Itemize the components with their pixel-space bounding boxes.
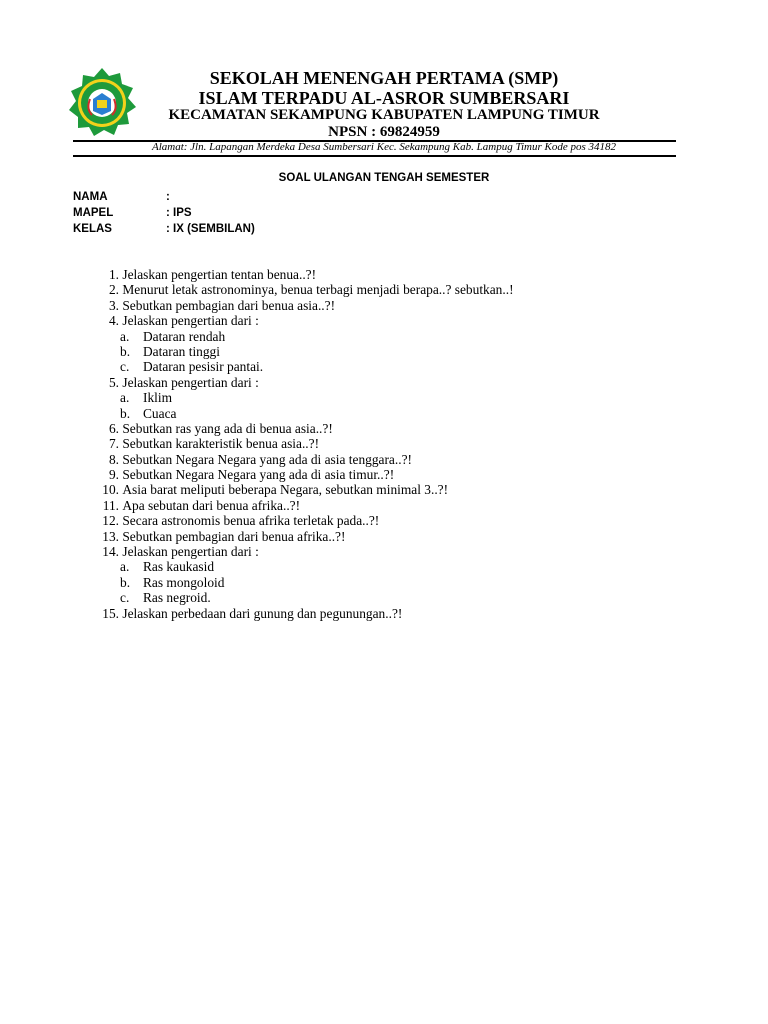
field-row-kelas <box>73 221 255 237</box>
question-item <box>90 467 514 482</box>
question-number: 7. <box>108 436 119 452</box>
question-item <box>90 267 514 282</box>
sub-question-item <box>90 329 514 344</box>
sub-question-item <box>90 559 514 574</box>
question-item <box>90 606 514 621</box>
question-text: Menurut letak astronominya, benua terbagi menjadi berapa..? sebutkan..! <box>122 282 514 298</box>
sub-question-letter: a. <box>120 390 130 406</box>
question-text: Sebutkan pembagian dari benua asia..?! <box>122 297 336 313</box>
sub-question-text: Dataran tinggi <box>143 343 220 359</box>
field-label: NAMA <box>73 191 108 203</box>
question-number: 8. <box>108 451 119 467</box>
question-item <box>90 298 514 313</box>
sub-question-letter: b. <box>120 574 131 590</box>
question-number: 13. <box>102 528 119 544</box>
question-number: 12. <box>102 513 119 529</box>
sub-question-item <box>90 406 514 421</box>
question-text: Jelaskan perbedaan dari gunung dan pegunungan..?! <box>122 605 403 621</box>
question-text: Apa sebutan dari benua afrika..?! <box>122 497 301 513</box>
field-row-mapel <box>73 205 255 221</box>
school-name-heading: ISLAM TERPADU AL-ASROR SUMBERSARI <box>198 88 570 108</box>
question-text: Sebutkan pembagian dari benua afrika..?! <box>122 528 346 544</box>
sub-question-text: Cuaca <box>143 405 177 421</box>
sub-question-item <box>90 390 514 405</box>
question-number: 15. <box>102 605 119 621</box>
sub-question-item <box>90 359 514 374</box>
question-item <box>90 436 514 451</box>
sub-question-letter: b. <box>120 405 131 421</box>
district-heading: KECAMATAN SEKAMPUNG KABUPATEN LAMPUNG TIMUR <box>168 107 600 123</box>
question-item <box>90 544 514 559</box>
question-text: Sebutkan karakteristik benua asia..?! <box>122 436 320 452</box>
question-number: 5. <box>108 374 119 390</box>
sub-question-item <box>90 590 514 605</box>
sub-question-item <box>90 344 514 359</box>
question-item <box>90 482 514 497</box>
question-number: 4. <box>108 313 119 329</box>
sub-question-text: Dataran rendah <box>143 328 226 344</box>
sub-question-text: Dataran pesisir pantai. <box>143 359 264 375</box>
question-text: Jelaskan pengertian dari : <box>122 313 259 329</box>
question-number: 11. <box>102 497 119 513</box>
field-label: KELAS <box>73 223 112 235</box>
field-row-nama <box>73 189 255 205</box>
question-text: Jelaskan pengertian tentan benua..?! <box>122 267 317 282</box>
question-text: Jelaskan pengertian dari : <box>122 374 259 390</box>
field-value: : IPS <box>166 207 192 219</box>
question-item <box>90 313 514 328</box>
question-item <box>90 513 514 528</box>
question-number: 9. <box>108 467 119 483</box>
sub-question-text: Ras negroid. <box>143 590 211 606</box>
question-text: Sebutkan Negara Negara yang ada di asia tenggara..?! <box>122 451 412 467</box>
question-item <box>90 421 514 436</box>
question-text: Jelaskan pengertian dari : <box>122 544 259 560</box>
letterhead-divider-bottom <box>73 155 676 157</box>
sub-question-text: Ras mongoloid <box>143 574 225 590</box>
field-value: : <box>166 191 170 203</box>
question-text: Sebutkan Negara Negara yang ada di asia timur..?! <box>122 467 395 483</box>
question-item <box>90 498 514 513</box>
question-list <box>90 267 514 621</box>
question-item <box>90 282 514 297</box>
sub-question-letter: a. <box>120 328 130 344</box>
question-item <box>90 375 514 390</box>
question-number: 10. <box>102 482 119 498</box>
question-text: Secara astronomis benua afrika terletak pada..?! <box>122 513 380 529</box>
sub-question-letter: a. <box>120 559 130 575</box>
sub-question-text: Ras kaukasid <box>143 559 215 575</box>
sub-question-text: Iklim <box>143 390 173 406</box>
school-level-heading: SEKOLAH MENENGAH PERTAMA (SMP) <box>209 68 559 88</box>
sub-question-letter: c. <box>120 590 130 606</box>
question-number: 6. <box>108 420 119 436</box>
question-text: Sebutkan ras yang ada di benua asia..?! <box>122 420 333 436</box>
question-text: Asia barat meliputi beberapa Negara, sebutkan minimal 3..?! <box>122 482 449 498</box>
question-number: 14. <box>102 544 119 560</box>
field-label: MAPEL <box>73 207 114 219</box>
sub-question-letter: b. <box>120 343 131 359</box>
field-value: : IX (SEMBILAN) <box>166 223 255 235</box>
question-number: 2. <box>108 282 119 298</box>
question-number: 3. <box>108 297 119 313</box>
question-number: 1. <box>108 267 119 282</box>
student-info-fields <box>73 189 255 237</box>
npsn-heading: NPSN : 69824959 <box>328 124 440 140</box>
question-item <box>90 529 514 544</box>
school-address: Alamat: Jln. Lapangan Merdeka Desa Sumbersari Kec. Sekampung Kab. Lampug Timur Kode pos 34182 <box>151 141 616 153</box>
sub-question-item <box>90 575 514 590</box>
document-title: SOAL ULANGAN TENGAH SEMESTER <box>278 172 490 184</box>
question-item <box>90 452 514 467</box>
sub-question-letter: c. <box>120 359 130 375</box>
